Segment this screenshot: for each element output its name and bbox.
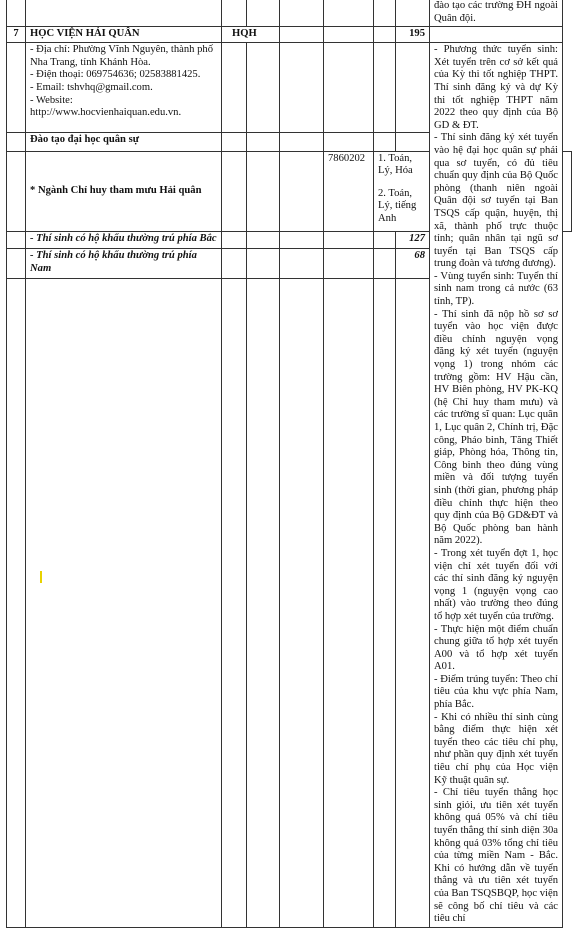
admission-table (6, 0, 572, 928)
address-text: - Địa chỉ: Phường Vĩnh Nguyên, thành phố Nha Trang, tỉnh Khánh Hòa. (30, 44, 213, 68)
note-item: - Vùng tuyển sinh: Tuyển thí sinh nam trong cả nước (63 tỉnh, TP). (434, 270, 558, 308)
admission-notes (430, 43, 563, 928)
note-item: - Điểm trúng tuyển: Theo chỉ tiêu của khu vực phía Nam, phía Bắc. (434, 673, 558, 711)
combo-1: 1. Toán, Lý, Hóa (378, 152, 413, 177)
school-code: HQH (222, 27, 280, 43)
note-item: - Trong xét tuyển đợt 1, học viện chỉ xét tuyển đối với các thí sinh đăng ký nguyện vọng 1 (nguyện vọng cao nhất) vào trường theo đúng tổ hợp xét tuyển của trường. (434, 547, 558, 622)
south-label: - Thí sinh có hộ khẩu thường trú phía Nam (26, 249, 222, 279)
table-row-carryover (7, 0, 572, 27)
phone-text: - Điện thoại: 069754636; 02583881425. (30, 69, 201, 81)
note-item: - Chỉ tiêu tuyển thẳng học sinh giỏi, ưu tiên xét tuyển không quá 05% và chỉ tiêu tuyển thẳng thí sinh diện 30a không quá 03% tổng chỉ tiêu của từng miền Nam - Bắc. Khi có hướng dẫn về tuyển thẳng và ưu tiên xét tuyển của Ban TSQSBQP, học viện sẽ công bố chỉ tiêu và các tiêu chí (434, 787, 558, 925)
program-combos (374, 151, 430, 232)
note-item: - Thực hiện một điểm chuẩn chung giữa tổ hợp xét tuyển A00 và tổ hợp xét tuyển A01. (434, 623, 558, 673)
email-text: - Email: tshvhq@gmail.com. (30, 81, 153, 93)
note-item: - Thí sinh đăng ký xét tuyển vào hệ đại học quân sự phải qua sơ tuyển, có đủ tiêu chuẩn quy định của Bộ Quốc phòng (thanh niên ngoài Quân đội sơ tuyển tại Ban TSQS cấp quận, huyện, thị xã, thành phố trực thuộc tỉnh; quân nhân tại ngũ sơ tuyển tại Ban TSQS cấp trung đoàn và tương đương). (434, 132, 558, 270)
note-item: - Khi có nhiều thí sinh cùng bằng điểm thực hiện xét tuyển theo các tiêu chí phụ, như phần quy định xét tuyển tiêu chí phụ của Học viện Kỹ thuật quân sự. (434, 711, 558, 786)
north-label: - Thí sinh có hộ khẩu thường trú phía Bắc (26, 232, 222, 249)
program-code: 7860202 (324, 151, 374, 232)
website-label: - Website: (30, 94, 73, 106)
note-item: - Thí sinh đã nộp hồ sơ sơ tuyển vào học viện được điều chỉnh nguyện vọng đăng ký xét tuyển (nguyện vọng 1) trong nhóm các trường gồm: HV Hậu cần, HV Biên phòng, HV PK-KQ (hệ Chỉ huy tham mưu) và các trường sĩ quan: Lục quân 1, Lục quân 2, Chính trị, Đặc công, Pháo binh, Tăng Thiết giáp, Phòng hóa, Thông tin, Công binh theo đúng vùng miền và đối tượng tuyển sinh (thời gian, phương pháp điều chỉnh thực hiện theo quy định của Bộ GD&ĐT và Bộ Quốc phòng ban hành năm 2022). (434, 308, 558, 547)
north-quota: 127 (396, 232, 430, 249)
school-contact (26, 43, 222, 132)
school-index: 7 (7, 27, 26, 43)
combo-2: 2. Toán, Lý, tiếng Anh (378, 187, 417, 225)
school-total-quota: 195 (396, 27, 430, 43)
school-name: HỌC VIỆN HẢI QUÂN (26, 27, 222, 43)
training-heading: Đào tạo đại học quân sự (26, 132, 222, 151)
note-item: - Phương thức tuyển sinh: Xét tuyển trên cơ sở kết quả của Kỳ thi tốt nghiệp THPT. Thí sinh đăng ký và dự Kỳ thi tốt nghiệp THPT năm 2022 theo quy định của Bộ GD & ĐT. (434, 44, 558, 131)
program-name: * Ngành Chỉ huy tham mưu Hải quân (26, 151, 222, 232)
carryover-note: đào tạo các trường ĐH ngoài Quân đội. (430, 0, 563, 27)
table-row-contact (7, 43, 572, 132)
south-quota: 68 (396, 249, 430, 279)
table-row-school (7, 27, 572, 43)
website-link[interactable]: http://www.hocvienhaiquan.edu.vn. (30, 107, 182, 119)
